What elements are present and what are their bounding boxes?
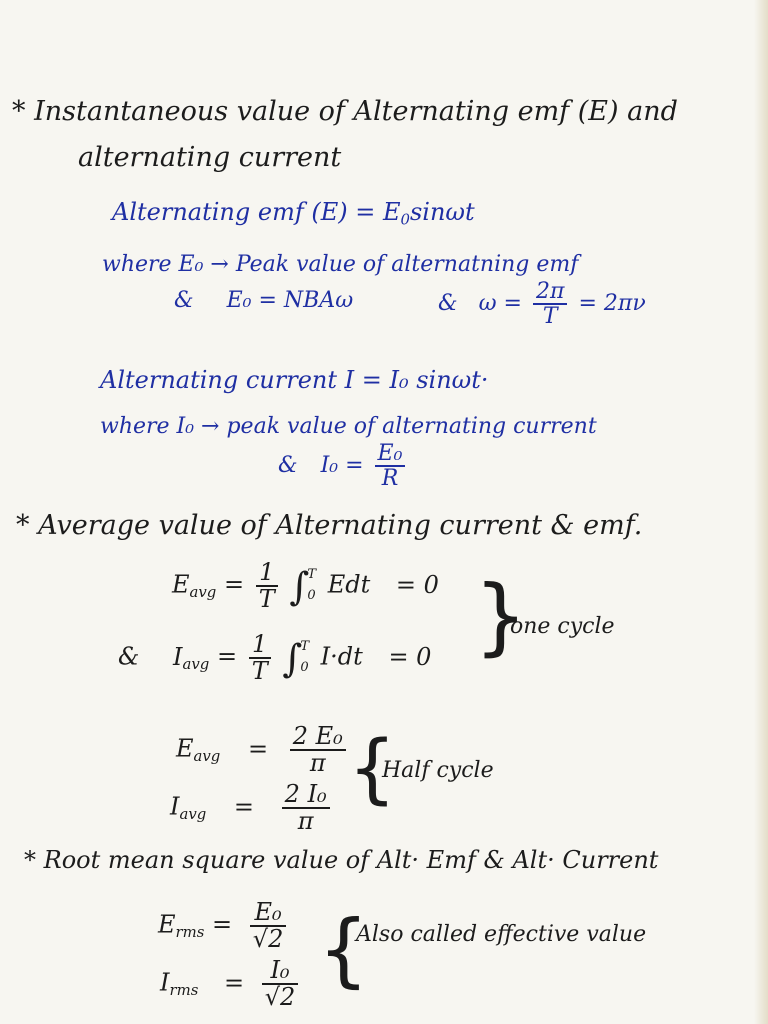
one-cycle-brace: } bbox=[474, 567, 528, 665]
half-cycle-brace: { bbox=[348, 723, 397, 812]
emf-equation-e0: $E_0$ bbox=[382, 198, 410, 229]
effective-value-brace: { bbox=[318, 903, 369, 996]
i0-fraction: $\frac{\text{E₀}}{R}$ bbox=[375, 442, 406, 490]
emf-equation-sinwt: sinωt bbox=[409, 198, 475, 226]
half-cycle-label: Half cycle bbox=[382, 758, 494, 783]
where-current-peak: where I₀ → peak value of alternating current bbox=[100, 414, 597, 439]
i0-relation: & I₀ = $\frac{\text{E₀}}{R}$ bbox=[278, 442, 409, 490]
effective-value-label: Also called effective value bbox=[356, 922, 647, 947]
emf-equation-label: Alternating emf (E) = bbox=[112, 198, 376, 226]
irms-equation: $I_{rms}$ = $\frac{\text{I₀}}{√2}$ bbox=[160, 958, 302, 1010]
one-cycle-label: one cycle bbox=[510, 614, 615, 639]
eavg-full-cycle: $E_{avg}$ = $\frac{1}{T}$ ∫ T 0 Edt = 0 bbox=[172, 558, 439, 614]
heading-instantaneous-line1: * Instantaneous value of Alternating emf (E) and bbox=[12, 96, 678, 127]
omega-relation: & ω = $\frac{2\pi}{T}$ = 2πν bbox=[438, 279, 646, 330]
page-edge-shadow bbox=[754, 0, 768, 1024]
heading-average: * Average value of Alternating current & emf. bbox=[16, 510, 643, 541]
eavg-half-cycle: $E_{avg}$ = $\frac{\text{2 E₀}}{\pi}$ bbox=[176, 724, 350, 776]
erms-equation: $E_{rms}$ = $\frac{\text{E₀}}{√2}$ bbox=[158, 900, 290, 952]
e0-relation: & E₀ = NBAω bbox=[174, 288, 354, 313]
heading-rms: * Root mean square value of Alt· Emf & Alt· Current bbox=[24, 846, 659, 874]
heading-instantaneous-line2: alternating current bbox=[78, 142, 342, 173]
current-equation: Alternating current I = I₀ sinωt· bbox=[100, 366, 489, 394]
omega-fraction: $\frac{2\pi}{T}$ bbox=[533, 280, 567, 328]
emf-equation bbox=[112, 198, 475, 228]
where-emf-peak: where E₀ → Peak value of alternatning emf bbox=[102, 252, 579, 277]
iavg-full-cycle: & $I_{avg}$ = $\frac{1}{T}$ ∫ T 0 I·dt = 0 bbox=[118, 630, 432, 686]
iavg-half-cycle: $I_{avg}$ = $\frac{\text{2 I₀}}{\pi}$ bbox=[170, 782, 334, 834]
